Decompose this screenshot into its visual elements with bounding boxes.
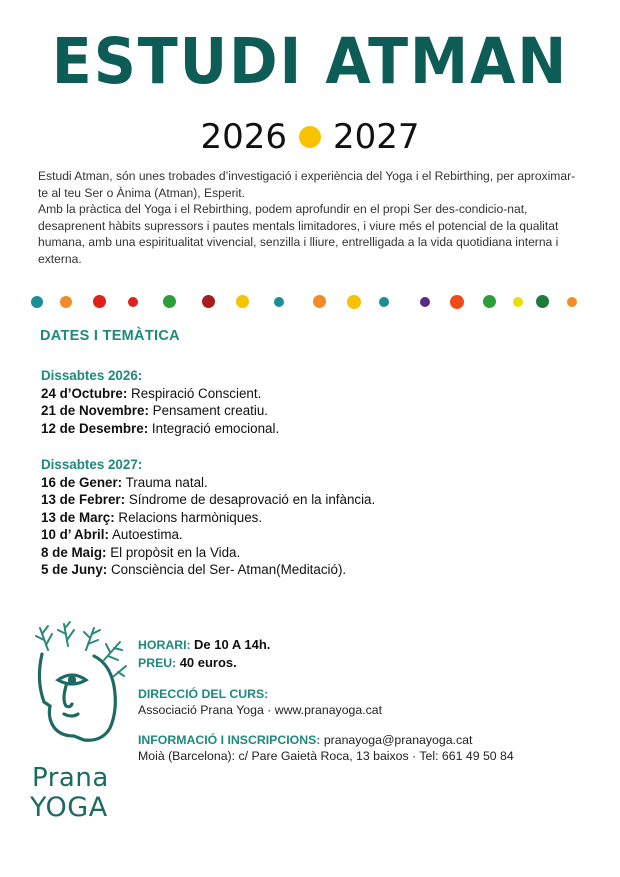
color-dot (313, 295, 326, 308)
schedule-group-2027 (41, 456, 375, 579)
color-dot (483, 295, 496, 308)
info-preu (138, 655, 237, 671)
color-dot (93, 295, 106, 308)
schedule-row (41, 474, 375, 492)
logo-text-prana: Prana (32, 763, 109, 793)
inscripcions-label: INFORMACIÓ I INSCRIPCIONS: (138, 733, 321, 747)
session-date: 10 d’ Abril: (41, 527, 109, 542)
session-topic: Trauma natal. (122, 474, 208, 490)
sun-dot-icon (299, 126, 321, 148)
contact-address: Moià (Barcelona): c/ Pare Gaietà Roca, 13 baixos · Tel: 661 49 50 84 (138, 749, 514, 763)
group-heading: Dissabtes 2027: (41, 457, 143, 472)
session-topic: Relacions harmòniques. (114, 509, 263, 525)
color-dot (513, 297, 523, 307)
info-direccio (138, 686, 382, 718)
schedule-row (41, 561, 375, 579)
schedule-row (41, 420, 279, 438)
session-topic: Síndrome de desaprovació en la infància. (125, 492, 376, 507)
horari-value: De 10 A 14h. (194, 637, 271, 652)
schedule-row (41, 491, 375, 509)
color-dot (450, 295, 464, 309)
color-dot (274, 297, 284, 307)
direccio-label: DIRECCIÓ DEL CURS: (138, 687, 269, 701)
info-inscripcions (138, 732, 514, 764)
preu-label: PREU: (138, 656, 177, 670)
intro-paragraph-2: Amb la pràctica del Yoga i el Rebirthing, podem aprofundir en el propi Ser des-condicio-nat, desaprenent hàbits supressors i pautes mentals limitadores, i viure més el potencial de la qualitat humana, amb una espiritualitat vivencial, senzilla i lliure, entrelligada a la vida quotidiana interna i externa. (38, 202, 559, 266)
session-date: 8 de Maig: (41, 544, 107, 560)
intro-paragraph-1: Estudi Atman, són unes trobades d’investigació i experiència del Yoga i el Rebirthing, per aproximar-te al teu Ser o Ànima (Atman), Esperit. (38, 169, 576, 200)
color-dot (163, 295, 176, 308)
schedule-heading: DATES I TEMÀTICA (40, 328, 180, 344)
session-date: 13 de Febrer: (41, 492, 126, 507)
color-dot (420, 297, 430, 307)
color-dot (202, 295, 215, 308)
session-topic: Pensament creatiu. (148, 403, 269, 418)
schedule-row (41, 526, 375, 544)
session-topic: Integració emocional. (148, 420, 280, 436)
year-start: 2026 (200, 117, 287, 157)
schedule-row (41, 385, 279, 403)
session-date: 21 de Novembre: (41, 403, 149, 418)
session-date: 5 de Juny: (41, 562, 108, 577)
schedule-row (41, 509, 375, 527)
intro-text (38, 168, 578, 268)
color-dot (31, 296, 43, 308)
session-date: 16 de Gener: (41, 474, 123, 490)
session-topic: Consciència del Ser- Atman(Meditació). (107, 562, 347, 577)
session-topic: Autoestima. (108, 527, 183, 542)
color-dot (60, 296, 72, 308)
page-title: ESTUDI ATMAN (51, 25, 569, 98)
color-dot (379, 297, 389, 307)
session-topic: Respiració Conscient. (127, 385, 262, 401)
direccio-value: Associació Prana Yoga · www.pranayoga.cat (138, 703, 383, 717)
prana-yoga-logo-icon (28, 620, 128, 770)
color-dot (236, 295, 249, 308)
logo-text-yoga: YOGA (30, 792, 108, 823)
session-date: 12 de Desembre: (41, 420, 149, 436)
year-range (0, 117, 620, 157)
preu-value: 40 euros. (179, 655, 237, 670)
color-dot (567, 297, 577, 307)
color-dot (347, 295, 361, 309)
session-date: 13 de Març: (41, 509, 115, 525)
color-dot (128, 297, 138, 307)
info-horari (138, 637, 270, 653)
schedule-group-2026 (41, 367, 279, 437)
schedule-row (41, 402, 279, 420)
contact-email: pranayoga@pranayoga.cat (320, 733, 473, 747)
session-topic: El propòsit en la Vida. (106, 544, 241, 560)
color-dot (536, 295, 549, 308)
schedule-row (41, 544, 375, 562)
group-heading: Dissabtes 2026: (41, 368, 143, 383)
horari-label: HORARI: (138, 638, 191, 652)
year-end: 2027 (333, 117, 420, 157)
color-dots-divider (0, 293, 620, 313)
session-date: 24 d’Octubre: (41, 385, 128, 401)
